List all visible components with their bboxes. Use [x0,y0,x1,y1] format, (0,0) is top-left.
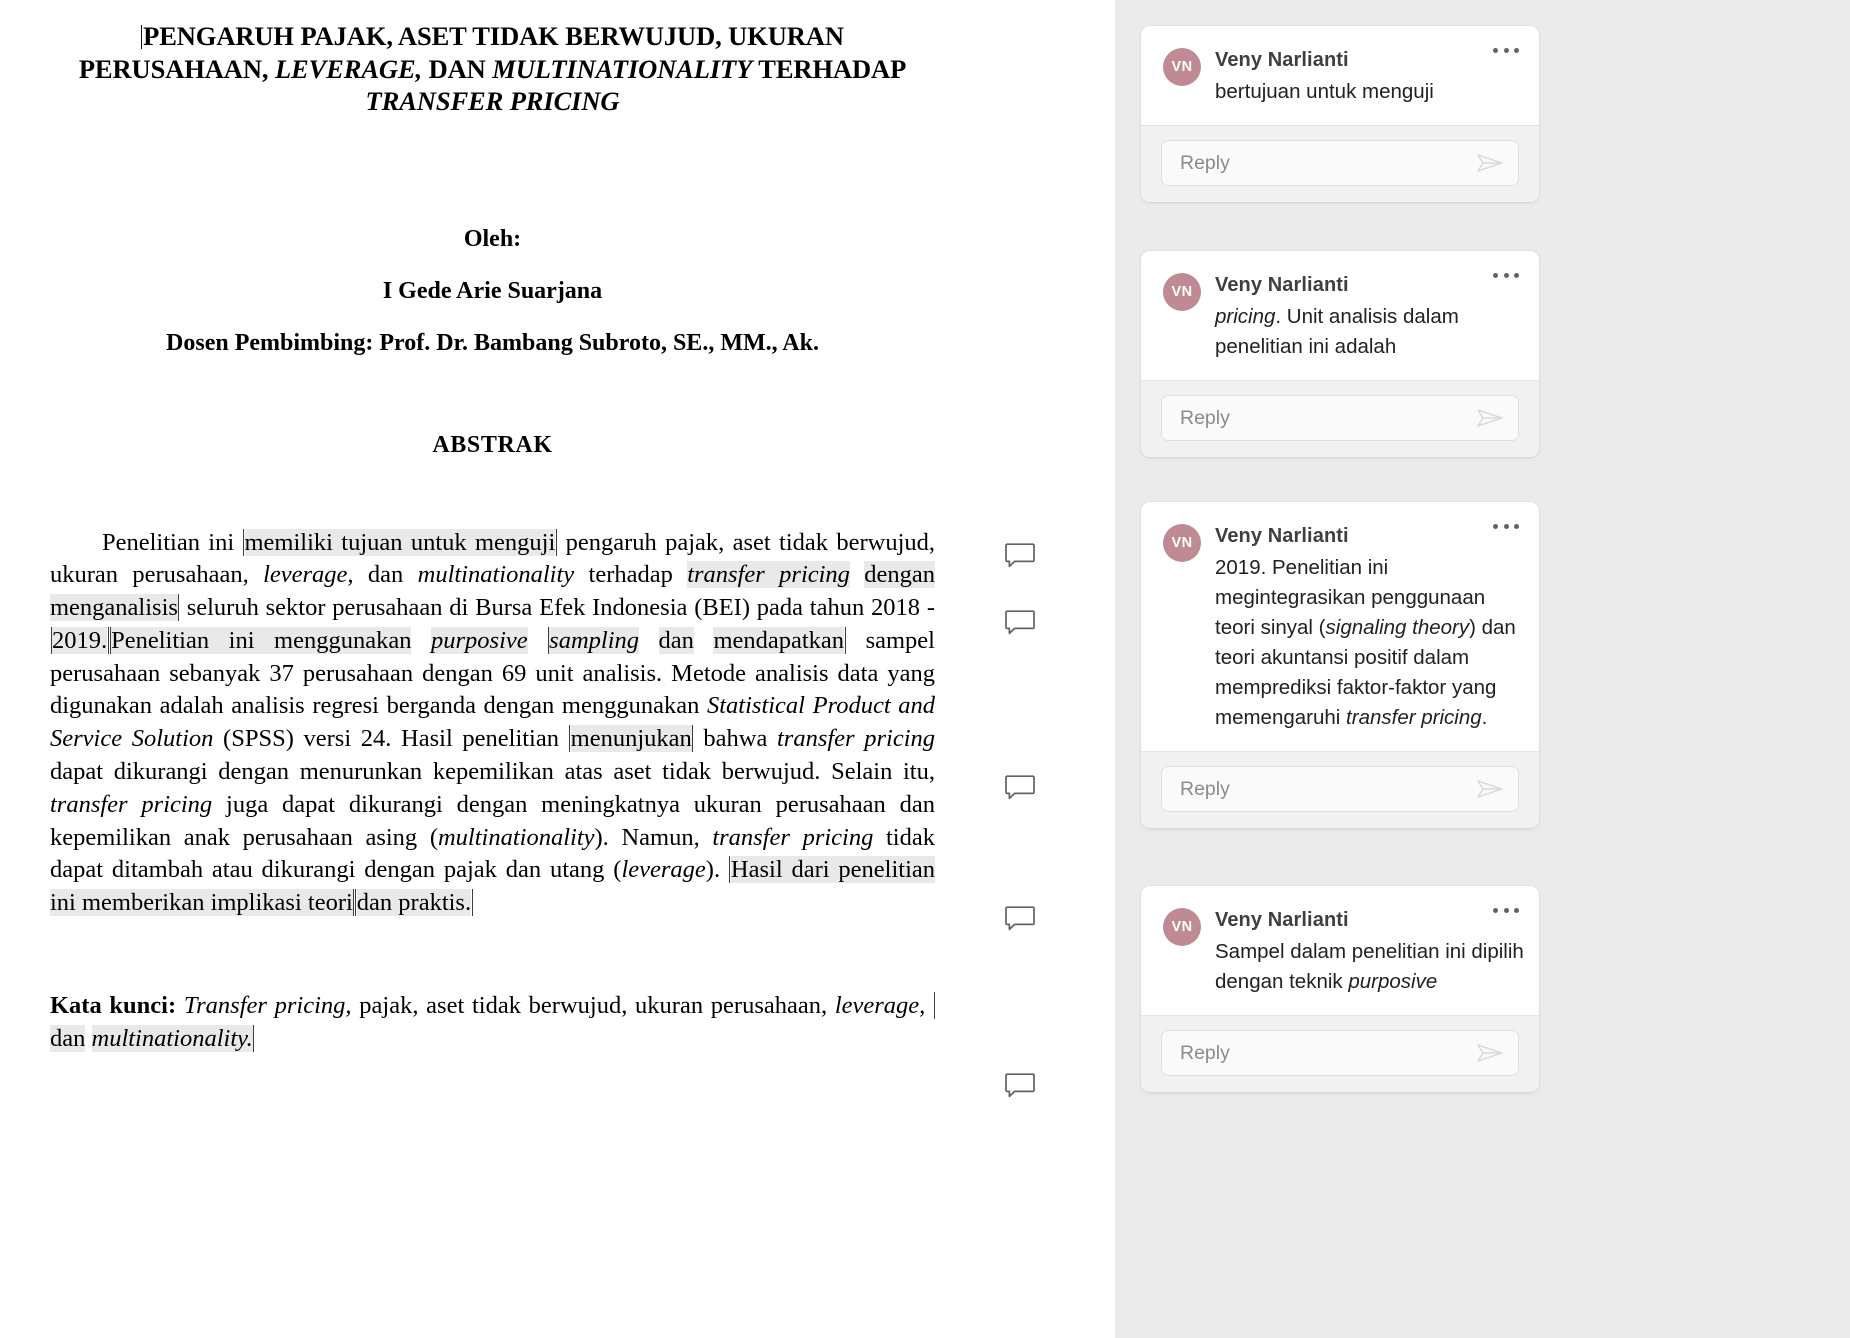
comment-author: Veny Narlianti [1215,909,1349,931]
highlight-comment-8[interactable]: dan [50,1024,86,1052]
abstract-italic: leverage, [263,561,354,589]
comment-text [1215,302,1525,362]
title-line-2-a: PERUSAHAAN, [78,53,269,84]
highlight-comment-4c[interactable]: mendapatkan [713,626,845,654]
send-icon[interactable] [1476,152,1504,174]
highlight-comment-4-italic[interactable]: purposive [431,626,528,654]
reply-input[interactable] [1161,395,1519,441]
abstract-text: ). [705,856,721,884]
comment-anchor-end[interactable] [108,627,109,654]
reply-input[interactable] [1161,766,1519,812]
reply-zone [1141,1016,1539,1092]
comment-text [1215,553,1525,733]
keywords-text: pajak, aset tidak berwujud, ukuran perusahaan, [359,992,828,1020]
highlight-comment-6[interactable]: Hasil dari penelitian ini memberikan implikasi teori [50,856,936,917]
abstract-text: Penelitian ini [102,528,235,556]
abstract-text: juga dapat dikurangi dengan meningkatnya ukuran perusahaan dan kepemilikan anak perusahaan asing ( [50,790,936,851]
comment-anchor-start[interactable] [243,529,244,556]
highlight-comment-1[interactable]: memiliki tujuan untuk menguji [244,528,556,556]
send-icon[interactable] [1476,778,1504,800]
more-options-icon[interactable] [1493,42,1519,58]
comment-text-italic: purposive [1348,970,1438,993]
comment-card[interactable] [1141,502,1539,828]
abstract-text: sampel perusahaan sebanyak 37 perusahaan dengan 69 unit analisis. Metode analisis data yang digunakan adalah analisis regresi berganda dengan menggunakan [50,626,935,720]
highlight-comment-4b[interactable]: dan [658,626,694,654]
title-line-3-italic: TRANSFER PRICING [365,86,620,116]
keywords-italic: Transfer pricing, [183,992,352,1020]
abstract-text: pengaruh pajak, aset tidak berwujud, ukuran perusahaan, [50,528,936,589]
abstract-paragraph [50,527,935,921]
title-line-1: PENGARUH PAJAK, ASET TIDAK BERWUJUD, UKURAN [143,21,844,51]
comment-text [1215,77,1525,107]
comment-anchor-mid[interactable] [353,889,354,916]
abstract-text: bahwa [703,725,768,753]
comment-anchor-end[interactable] [845,627,846,654]
comment-anchor-end[interactable] [178,594,179,621]
comment-balloon-icon[interactable] [1005,543,1035,569]
abstract-italic: leverage [621,856,706,884]
comment-text [1215,937,1525,997]
highlight-comment-5[interactable]: menunjukan [570,725,692,753]
avatar: VN [1163,524,1201,562]
document-body [50,0,935,1056]
reply-zone [1141,126,1539,202]
title-line-2-c: TERHADAP [758,53,907,84]
comment-header [1163,46,1517,107]
more-options-icon[interactable] [1493,518,1519,534]
supervisor-line: Dosen Pembimbing: Prof. Dr. Bambang Subroto, SE., MM., Ak. [166,329,819,356]
comment-balloon-icon[interactable] [1005,775,1035,801]
reply-placeholder: Reply [1180,1041,1230,1064]
title-line-2-italic-leverage: LEVERAGE, [274,53,423,84]
highlight-comment-4-italic2[interactable]: sampling [549,626,639,654]
abstract-italic: transfer pricing [777,725,936,753]
keywords-paragraph [50,990,935,1056]
comment-body [1141,26,1539,125]
comment-balloon-icon[interactable] [1005,610,1035,636]
abstract-text: (SPSS) versi 24. Hasil penelitian [223,725,559,753]
reply-placeholder: Reply [1180,777,1230,800]
comment-anchor-end[interactable] [253,1025,254,1052]
comment-header [1163,906,1524,997]
comment-text-italic: pricing [1215,305,1276,328]
highlight-comment-7[interactable]: dan praktis. [356,889,472,917]
send-icon[interactable] [1476,407,1504,429]
comment-sidebar[interactable] [1115,0,1850,1338]
abstract-text: seluruh sektor perusahaan di Bursa Efek Indonesia (BEI) pada tahun 2018 - [186,594,935,622]
highlight-comment-4[interactable]: Penelitian ini menggunakan [111,626,412,654]
avatar: VN [1163,273,1201,311]
highlight-comment-2-italic[interactable]: transfer pricing [687,561,850,589]
comment-author: Veny Narlianti [1215,525,1349,547]
comment-text-plain: Sampel dalam penelitian ini dipilih dengan teknik [1215,940,1524,993]
comment-text-plain: . Unit analisis dalam penelitian ini adalah [1215,305,1459,358]
comment-card[interactable] [1141,886,1539,1092]
comment-text-plain: bertujuan untuk menguji [1215,80,1434,103]
comment-body [1141,502,1539,751]
comment-balloon-icon[interactable] [1005,906,1035,932]
highlight-comment-8-italic[interactable]: multinationality. [91,1024,253,1052]
title-line-2-b: DAN [428,53,486,84]
byline-block [50,226,935,356]
comment-text-italic: signaling theory [1325,616,1470,639]
more-options-icon[interactable] [1493,902,1519,918]
comment-card[interactable] [1141,251,1539,457]
text-cursor-caret [141,25,142,49]
highlight-comment-3[interactable]: 2019. [52,626,108,654]
keywords-italic: leverage, [834,992,926,1020]
abstract-italic: transfer pricing [712,823,874,851]
comment-anchor-start[interactable] [569,725,570,752]
abstract-italic: transfer pricing [50,790,213,818]
abstract-text: dapat dikurangi dengan menurunkan kepemilikan atas aset tidak berwujud. Selain itu, [50,758,935,786]
reply-placeholder: Reply [1180,151,1230,174]
abstract-text: dan [367,561,404,589]
comment-author: Veny Narlianti [1215,274,1349,296]
reply-placeholder: Reply [1180,406,1230,429]
send-icon[interactable] [1476,1042,1504,1064]
comment-card[interactable] [1141,26,1539,202]
highlight-comment-2[interactable]: dengan menganalisis [50,561,936,622]
comment-anchor-start[interactable] [934,992,935,1019]
comment-anchor-end[interactable] [472,889,473,916]
comment-text-plain: 2019. Penelitian ini megintegrasikan penggunaan teori sinyal ( [1215,556,1486,639]
abstract-text: ). Namun, [594,823,700,851]
comment-text-plain: . [1481,706,1488,729]
comment-header [1163,271,1517,362]
title-line-2-italic-multinationality: MULTINATIONALITY [492,53,753,84]
reply-input[interactable] [1161,1030,1519,1076]
abstract-text: tidak dapat ditambah atau dikurangi dengan pajak dan utang ( [50,823,935,884]
comment-body [1141,251,1539,380]
avatar: VN [1163,48,1201,86]
abstract-text: terhadap [588,561,673,589]
comment-author: Veny Narlianti [1215,49,1349,71]
abstract-italic: multinationality [417,561,575,589]
reply-zone [1141,381,1539,457]
comment-balloon-icon[interactable] [1005,1073,1035,1099]
reply-input[interactable] [1161,140,1519,186]
reply-zone [1141,752,1539,828]
more-options-icon[interactable] [1493,267,1519,283]
comment-text-plain: ) dan teori akuntansi positif dalam memprediksi faktor-faktor yang memengaruhi [1215,616,1516,729]
abstract-italic: Statistical Product and Service Solution [50,692,935,753]
comment-header [1163,522,1517,733]
page-title [50,20,935,118]
author-name: I Gede Arie Suarjana [382,277,603,304]
comment-body [1141,886,1539,1015]
avatar: VN [1163,908,1201,946]
comment-text-italic: transfer pricing [1346,706,1482,729]
comment-anchor-end[interactable] [692,725,693,752]
comment-anchor-end[interactable] [556,529,557,556]
abstract-italic: multinationality [437,823,595,851]
abstract-heading: ABSTRAK [432,431,553,458]
byline-label: Oleh: [463,225,522,252]
keywords-label: Kata kunci: [50,992,177,1020]
